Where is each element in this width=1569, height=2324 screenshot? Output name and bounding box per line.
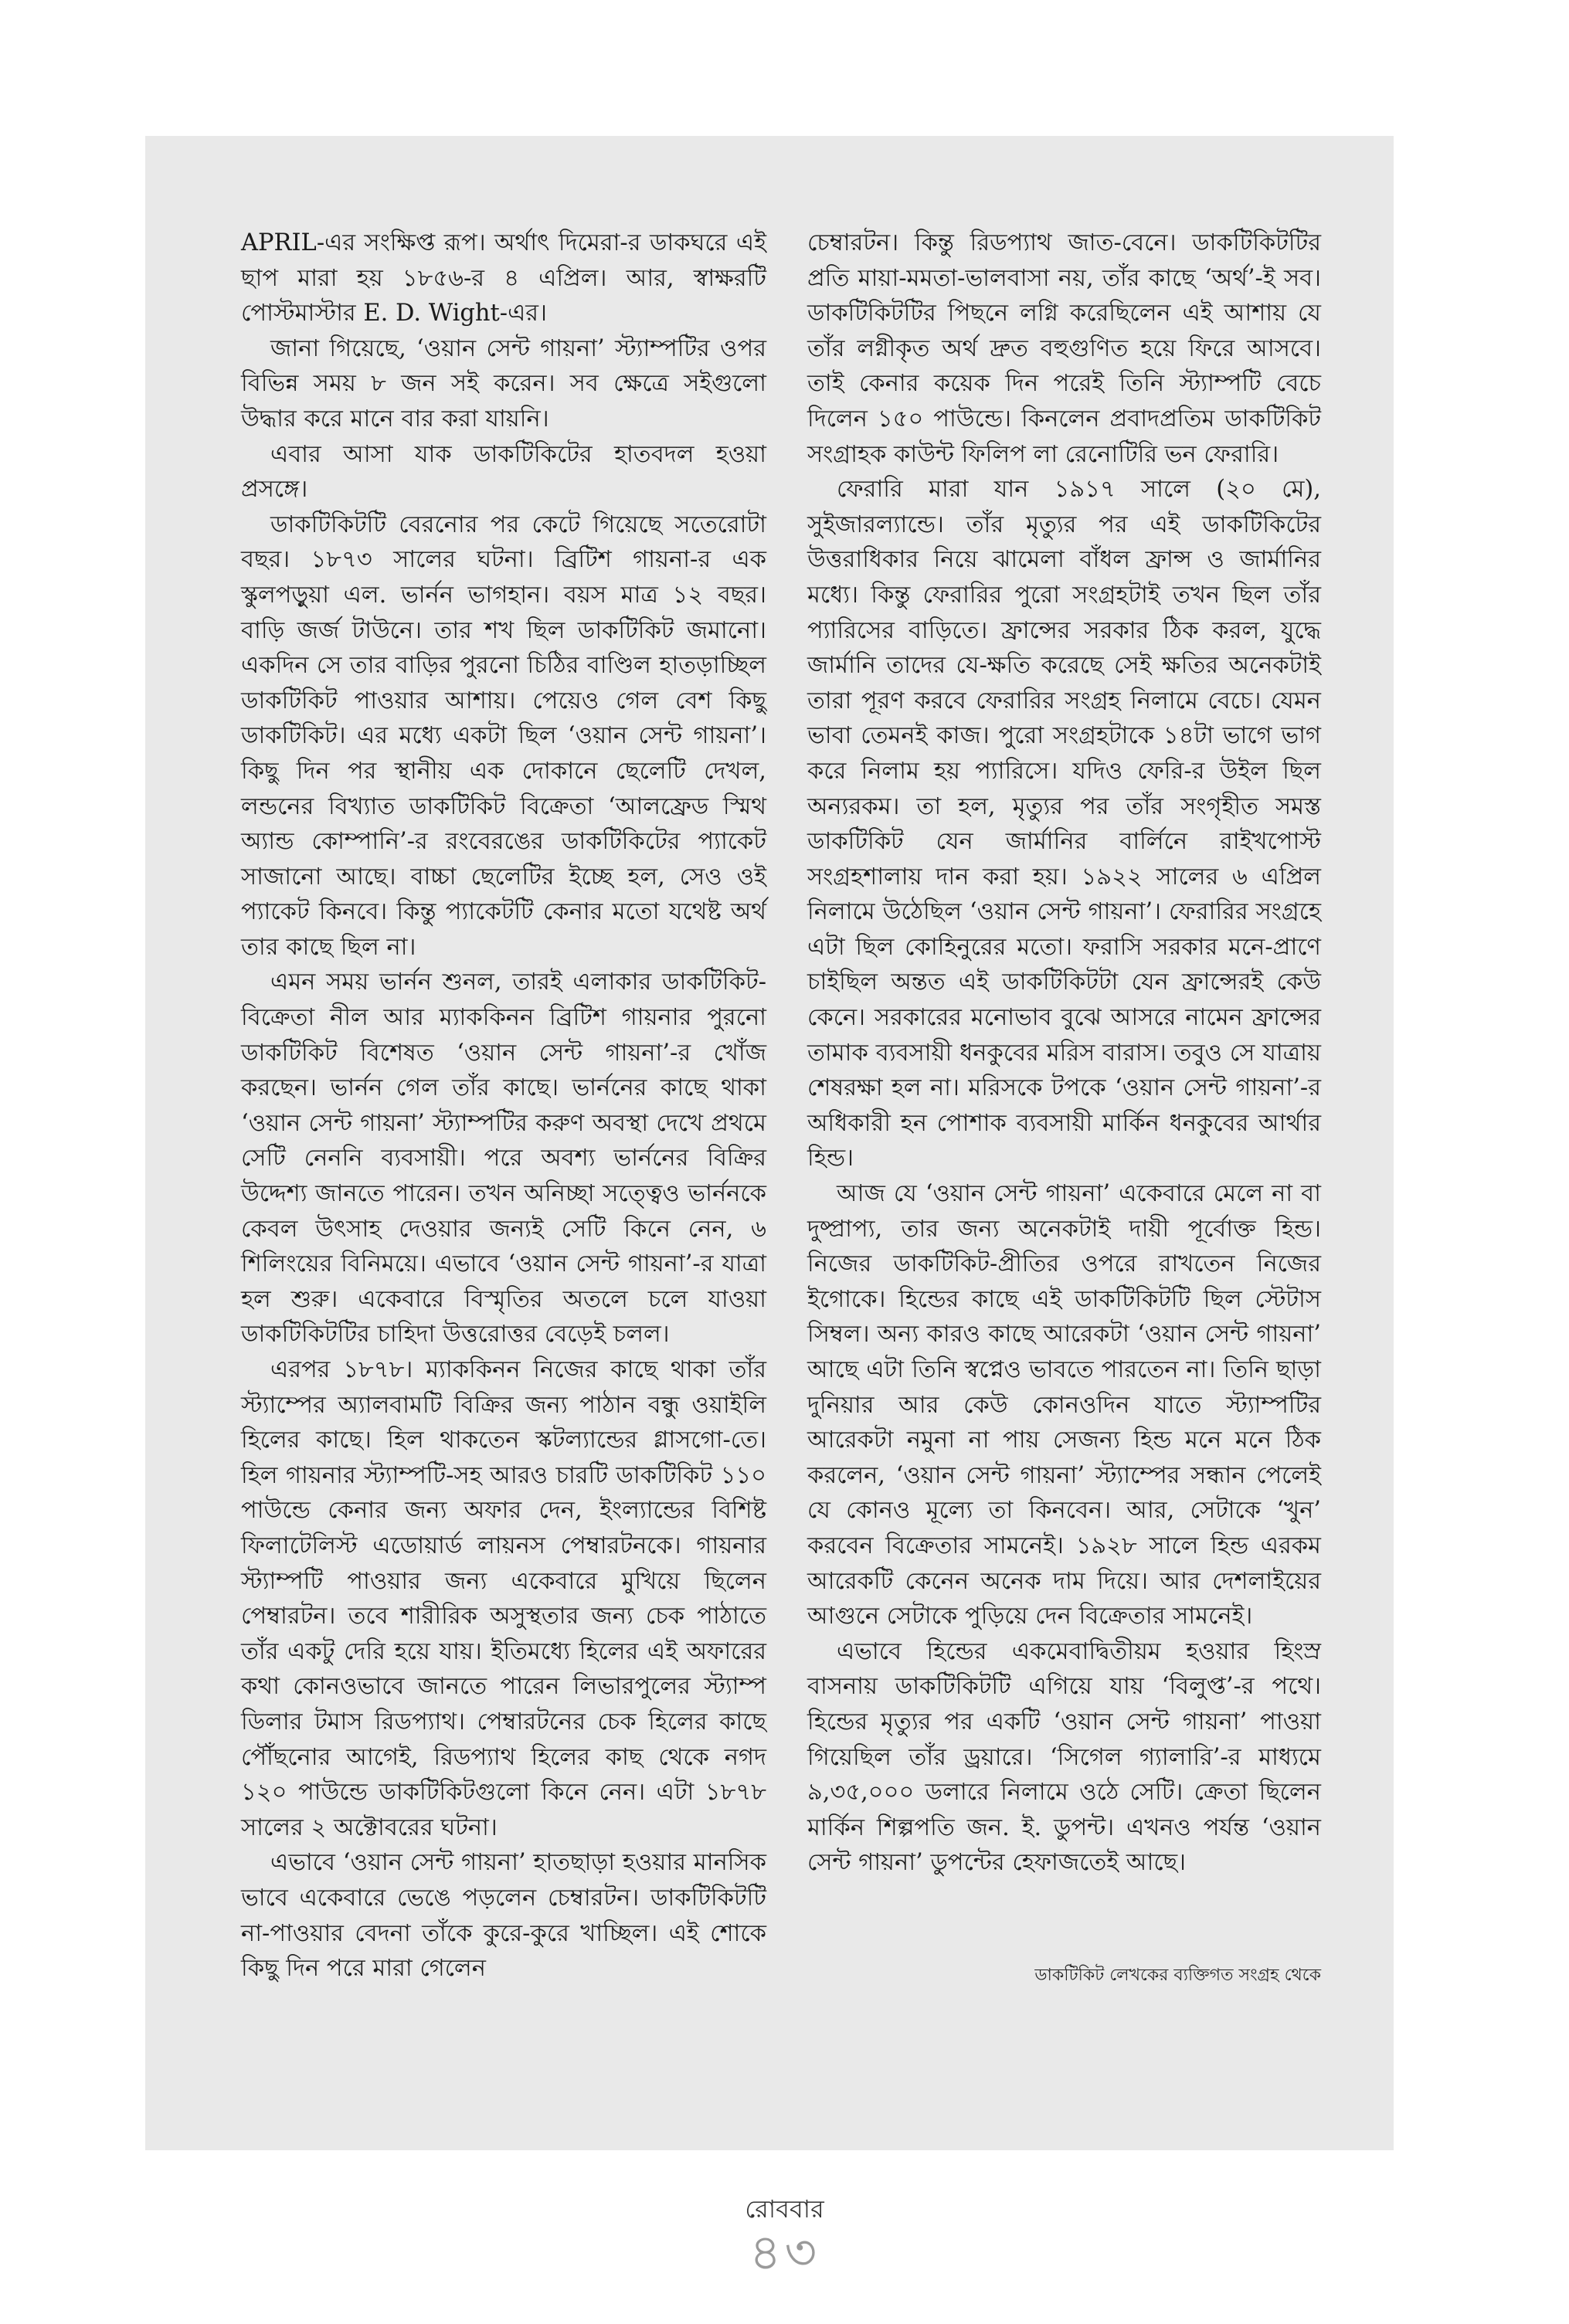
paragraph: এমন সময় ভার্নন শুনল, তারই এলাকার ডাকটিকিট-বিক্রেতা নীল আর ম্যাককিনন ব্রিটিশ গায়নার পুরনো ডাকটিকিট বিশেষত ‘ওয়ান সেন্ট গায়না’-র খোঁজ করছেন। ভার্নন গেল তাঁর কাছে। ভার্ননের কাছে থাকা ‘ওয়ান সেন্ট গায়না’ স্ট্যাম্পটির করুণ অবস্থা দেখে প্রথমে সেটি নেননি ব্যবসায়ী। পরে অবশ্য ভার্ননের বিক্রির উদ্দেশ্য জানতে পারেন। তখন অনিচ্ছা সত্ত্বেও ভার্ননকে কেবল উৎসাহ দেওয়ার জন্যই সেটি কিনে নেন, ৬ শিলিংয়ের বিনিময়ে। এভাবে ‘ওয়ান সেন্ট গায়না’-র যাত্রা হল শুরু। একেবারে বিস্মৃতির অতলে চলে যাওয়া ডাকটিকিটটির চাহিদা উত্তরোত্তর বেড়েই চলল। [241, 969, 766, 1349]
paragraph: এরপর ১৮৭৮। ম্যাককিনন নিজের কাছে থাকা তাঁর স্ট্যাম্পের অ্যালবামটি বিক্রির জন্য পাঠান বন্ধু ওয়াইলি হিলের কাছে। হিল থাকতেন স্কটল্যান্ডের গ্লাসগো-তে। হিল গায়নার স্ট্যাম্পটি-সহ আরও চারটি ডাকটিকিট ১১০ পাউন্ডে কেনার জন্য অফার দেন, ইংল্যান্ডের বিশিষ্ট ফিলাটেলিস্ট এডোয়ার্ড লায়নস পেম্বারটনকে। গায়নার স্ট্যাম্পটি পাওয়ার জন্য একেবারে মুখিয়ে ছিলেন পেম্বারটন। তবে শারীরিক অসুস্থতার জন্য চেক পাঠাতে তাঁর একটু দেরি হয়ে যায়। ইতিমধ্যে হিলের এই অফারের কথা কোনওভাবে জানতে পারেন লিভারপুলের স্ট্যাম্প ডিলার টমাস রিডপ্যাথ। পেম্বারটনের চেক হিলের কাছে পৌঁছনোর আগেই, রিডপ্যাথ হিলের কাছ থেকে নগদ ১২০ পাউন্ডে ডাকটিকিটগুলো কিনে নেন। এটা ১৮৭৮ সালের ২ অক্টোবরের ঘটনা। [241, 1356, 766, 1841]
left-column [241, 226, 766, 1986]
paragraph: APRIL-এর সংক্ষিপ্ত রূপ। অর্থাৎ দিমেরা-র ডাকঘরে এই ছাপ মারা হয় ১৮৫৬-র ৪ এপ্রিল। আর, স্বাক্ষরটি পোস্টমাস্টার E. D. Wight-এর। [241, 229, 766, 327]
paragraph: এভাবে ‘ওয়ান সেন্ট গায়না’ হাতছাড়া হওয়ার মানসিক ভাবে একেবারে ভেঙে পড়লেন চেম্বারটন। ডাকটিকিটটি না-পাওয়ার বেদনা তাঁকে কুরে-কুরে খাচ্ছিল। এই শোকে কিছু দিন পরে মারা গেলেন [241, 1849, 766, 1983]
photo-credit-caption: ডাকটিকিট লেখকের ব্যক্তিগত সংগ্রহ থেকে [1034, 1966, 1321, 1985]
magazine-name: রোববার [745, 2194, 824, 2224]
right-column [807, 226, 1321, 1881]
paragraph: আজ যে ‘ওয়ান সেন্ট গায়না’ একেবারে মেলে না বা দুষ্প্রাপ্য, তার জন্য অনেকটাই দায়ী পূর্বোক্ত হিন্ড। নিজের ডাকটিকিট-প্রীতির ওপরে রাখতেন নিজের ইগোকে। হিন্ডের কাছে এই ডাকটিকিটটি ছিল স্টেটাস সিম্বল। অন্য কারও কাছে আরেকটা ‘ওয়ান সেন্ট গায়না’ আছে এটা তিনি স্বপ্নেও ভাবতে পারতেন না। তিনি ছাড়া দুনিয়ার আর কেউ কোনওদিন যাতে স্ট্যাম্পটির আরেকটা নমুনা না পায় সেজন্য হিন্ড মনে মনে ঠিক করলেন, ‘ওয়ান সেন্ট গায়না’ স্ট্যাম্পের সন্ধান পেলেই যে কোনও মূল্যে তা কিনবেন। আর, সেটাকে ‘খুন’ করবেন বিক্রেতার সামনেই। ১৯২৮ সালে হিন্ড এরকম আরেকটি কেনেন অনেক দাম দিয়ে। আর দেশলাইয়ের আগুনে সেটাকে পুড়িয়ে দেন বিক্রেতার সামনেই। [807, 1180, 1321, 1630]
paragraph: জানা গিয়েছে, ‘ওয়ান সেন্ট গায়না’ স্ট্যাম্পটির ওপর বিভিন্ন সময় ৮ জন সই করেন। সব ক্ষেত্রে সইগুলো উদ্ধার করে মানে বার করা যায়নি। [241, 334, 766, 433]
paragraph: চেম্বারটন। কিন্তু রিডপ্যাথ জাত-বেনে। ডাকটিকিটটির প্রতি মায়া-মমতা-ভালবাসা নয়, তাঁর কাছে ‘অর্থ’-ই সব। ডাকটিকিটটির পিছনে লগ্নি করেছিলেন এই আশায় যে তাঁর লগ্নীকৃত অর্থ দ্রুত বহুগুণিত হয়ে ফিরে আসবে। তাই কেনার কয়েক দিন পরেই তিনি স্ট্যাম্পটি বেচে দিলেন ১৫০ পাউন্ডে। কিনলেন প্রবাদপ্রতিম ডাকটিকিট সংগ্রাহক কাউন্ট ফিলিপ লা রেনোটিরি ভন ফেরারি। [807, 229, 1321, 468]
paragraph: ডাকটিকিটটি বেরনোর পর কেটে গিয়েছে সতেরোটা বছর। ১৮৭৩ সালের ঘটনা। ব্রিটিশ গায়না-র এক স্কুলপড়ুয়া এল. ভার্নন ভাগহান। বয়স মাত্র ১২ বছর। বাড়ি জর্জ টাউনে। তার শখ ছিল ডাকটিকিট জমানো। একদিন সে তার বাড়ির পুরনো চিঠির বাণ্ডিল হাতড়াচ্ছিল ডাকটিকিট পাওয়ার আশায়। পেয়েও গেল বেশ কিছু ডাকটিকিট। এর মধ্যে একটা ছিল ‘ওয়ান সেন্ট গায়না’। কিছু দিন পর স্থানীয় এক দোকানে ছেলেটি দেখল, লন্ডনের বিখ্যাত ডাকটিকিট বিক্রেতা ‘আলফ্রেড স্মিথ অ্যান্ড কোম্পানি’-র রংবেরঙের ডাকটিকিটের প্যাকেট সাজানো আছে। বাচ্চা ছেলেটির ইচ্ছে হল, সেও ওই প্যাকেট কিনবে। কিন্তু প্যাকেটটি কেনার মতো যথেষ্ট অর্থ তার কাছে ছিল না। [241, 511, 766, 961]
paragraph: এভাবে হিন্ডের একমেবাদ্বিতীয়ম হওয়ার হিংস্র বাসনায় ডাকটিকিটটি এগিয়ে যায় ‘বিলুপ্ত’-র পথে। হিন্ডের মৃত্যুর পর একটি ‘ওয়ান সেন্ট গায়না’ পাওয়া গিয়েছিল তাঁর ড্রয়ারে। ‘সিগেল গ্যালারি’-র মাধ্যমে ৯,৩৫,০০০ ডলারে নিলামে ওঠে সেটি। ক্রেতা ছিলেন মার্কিন শিল্পপতি জন. ই. ডুপন্ট। এখনও পর্যন্ত ‘ওয়ান সেন্ট গায়না’ ডুপন্টের হেফাজতেই আছে। [807, 1637, 1321, 1877]
paragraph: এবার আসা যাক ডাকটিকিটের হাতবদল হওয়া প্রসঙ্গে। [241, 440, 766, 504]
page-number: ৪৩ [749, 2224, 820, 2282]
paragraph: ফেরারি মারা যান ১৯১৭ সালে (২০ মে), সুইজারল্যান্ডে। তাঁর মৃত্যুর পর এই ডাকটিকিটের উত্তরাধিকার নিয়ে ঝামেলা বাঁধল ফ্রান্স ও জার্মানির মধ্যে। কিন্তু ফেরারির পুরো সংগ্রহটাই তখন ছিল তাঁর প্যারিসের বাড়িতে। ফ্রান্সের সরকার ঠিক করল, যুদ্ধে জার্মানি তাদের যে-ক্ষতি করেছে সেই ক্ষতির অনেকটাই তারা পূরণ করবে ফেরারির সংগ্রহ নিলামে বেচে। যেমন ভাবা তেমনই কাজ। পুরো সংগ্রহটাকে ১৪টা ভাগে ভাগ করে নিলাম হয় প্যারিসে। যদিও ফেরি-র উইল ছিল অন্যরকম। তা হল, মৃত্যুর পর তাঁর সংগৃহীত সমস্ত ডাকটিকিট যেন জার্মানির বার্লিনে রাইখপোস্ট সংগ্রহশালায় দান করা হয়। ১৯২২ সালের ৬ এপ্রিল নিলামে উঠেছিল ‘ওয়ান সেন্ট গায়না’। ফেরারির সংগ্রহে এটা ছিল কোহিনুরের মতো। ফরাসি সরকার মনে-প্রাণে চাইছিল অন্তত এই ডাকটিকিটটা যেন ফ্রান্সেরই কেউ কেনে। সরকারের মনোভাব বুঝে আসরে নামেন ফ্রান্সের তামাক ব্যবসায়ী ধনকুবের মরিস বারাস। তবুও সে যাত্রায় শেষরক্ষা হল না। মরিসকে টপকে ‘ওয়ান সেন্ট গায়না’-র অধিকারী হন পোশাক ব্যবসায়ী মার্কিন ধনকুবের আর্থার হিন্ড। [807, 476, 1321, 1172]
